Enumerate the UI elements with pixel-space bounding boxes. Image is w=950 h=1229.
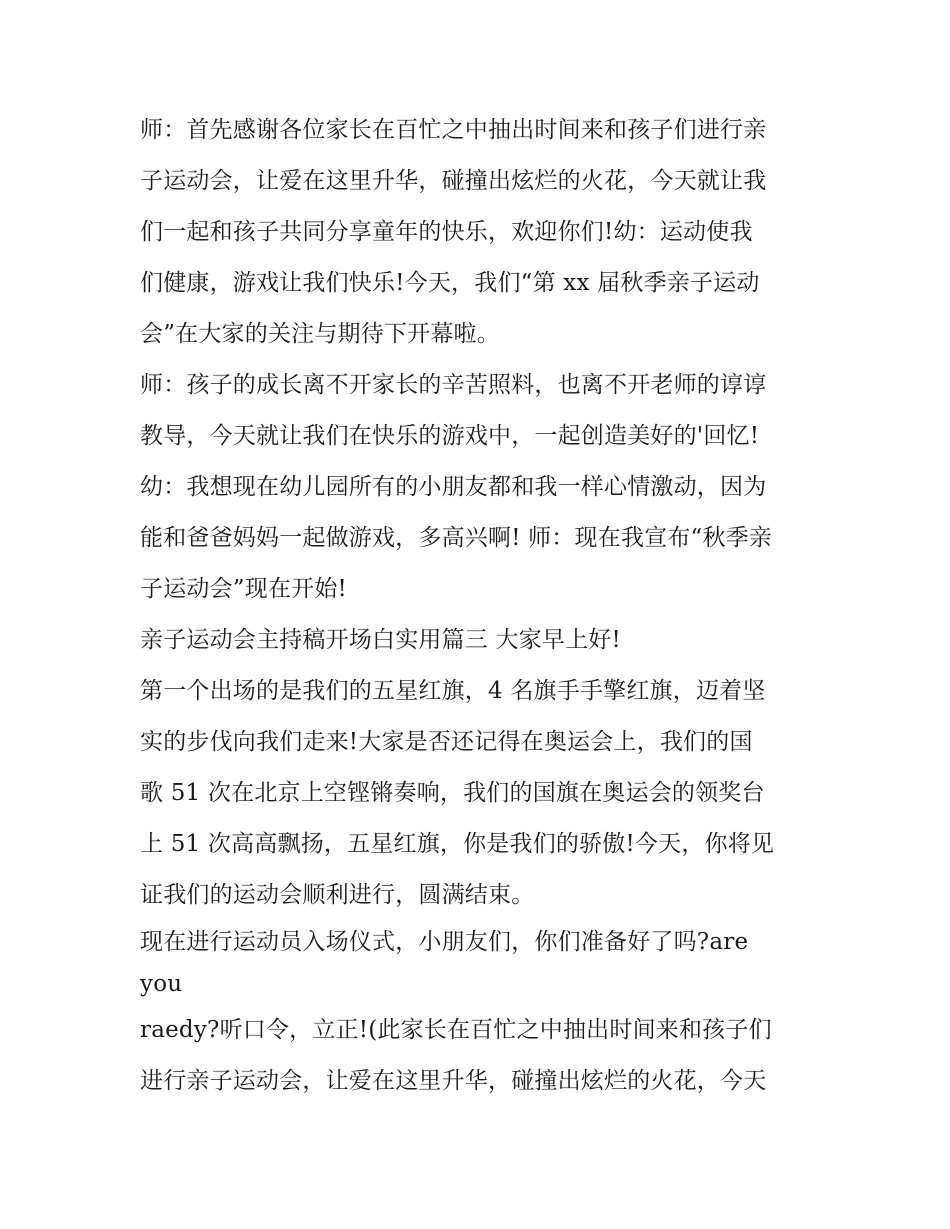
text-line: 能和爸爸妈妈一起做游戏，多高兴啊! 师：现在我宣布“秋季亲 <box>140 525 773 551</box>
text-line: raedy?听口令，立正!(此家长在百忙之中抽出时间来和孩子们 <box>140 1017 772 1043</box>
text-line: 子运动会，让爱在这里升华，碰撞出炫烂的火花，今天就让我 <box>140 168 767 194</box>
text-line: you <box>140 971 183 997</box>
text-line: 进行亲子运动会，让爱在这里升华，碰撞出炫烂的火花，今天 <box>140 1068 767 1094</box>
text-line: 们一起和孩子共同分享童年的快乐，欢迎你们!幼：运动使我 <box>140 219 753 245</box>
text-line: 上 51 次高高飘扬，五星红旗，你是我们的骄傲!今天，你将见 <box>140 831 775 857</box>
text-line: 会”在大家的关注与期待下开幕啦。 <box>140 321 500 347</box>
text-line: 们健康，游戏让我们快乐!今天，我们“第 xx 届秋季亲子运动 <box>140 270 760 296</box>
text-line: 实的步伐向我们走来!大家是否还记得在奥运会上，我们的国 <box>140 729 753 755</box>
document-body <box>140 105 820 1107</box>
text-line: 教导，今天就让我们在快乐的游戏中，一起创造美好的'回忆! <box>140 423 760 449</box>
text-line: 子运动会”现在开始! <box>140 576 348 602</box>
text-line: 证我们的运动会顺利进行，圆满结束。 <box>140 882 535 908</box>
text-line: 第一个出场的是我们的五星红旗，4 名旗手手擎红旗，迈着坚 <box>140 678 766 704</box>
text-line: 师：首先感谢各位家长在百忙之中抽出时间来和孩子们进行亲 <box>140 117 767 143</box>
text-line: 现在进行运动员入场仪式，小朋友们，你们准备好了吗?are <box>140 929 749 955</box>
text-line: 幼：我想现在幼儿园所有的小朋友都和我一样心情激动，因为 <box>140 474 767 500</box>
section-heading: 亲子运动会主持稿开场白实用篇三 大家早上好! <box>140 627 621 653</box>
text-line: 歌 51 次在北京上空铿锵奏响，我们的国旗在奥运会的领奖台 <box>140 780 765 806</box>
text-line: 师：孩子的成长离不开家长的辛苦照料，也离不开老师的谆谆 <box>140 372 767 398</box>
